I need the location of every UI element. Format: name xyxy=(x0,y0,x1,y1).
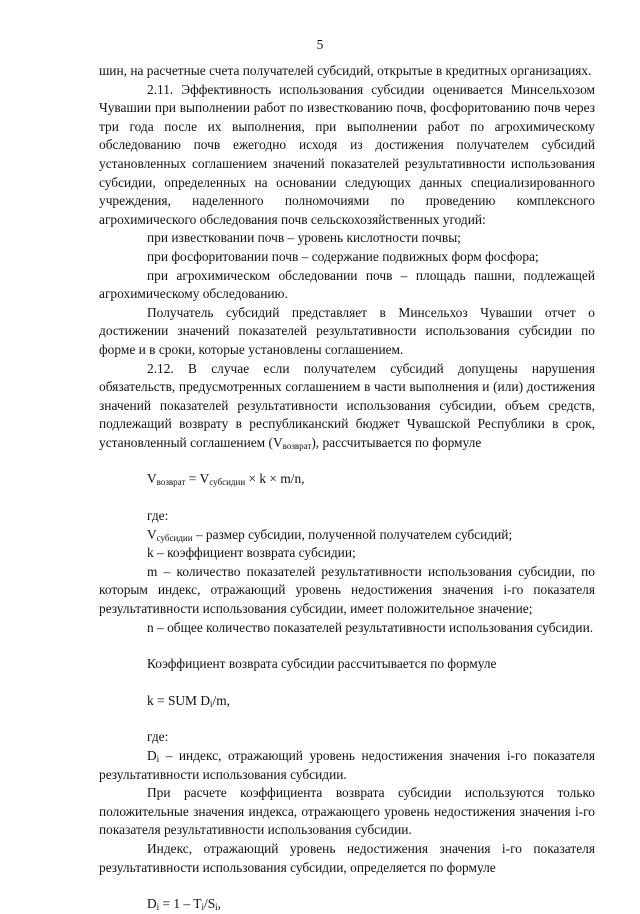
list-item-phosphoritization: при фосфоритовании почв – содержание подвижных форм фосфора; xyxy=(147,248,539,264)
formula-equals: = xyxy=(185,471,200,487)
formula-v-subsidy: V xyxy=(199,471,210,487)
formula-end: , xyxy=(217,896,222,912)
formula-d-sub: i xyxy=(156,902,160,913)
paragraph-continuation: шин, на расчетные счета получателей субсидий, открытые в кредитных организациях. xyxy=(99,63,592,78)
formula-s-sub: i xyxy=(215,902,218,913)
v-subscript: возврат xyxy=(282,440,312,451)
definition-n: n – общее количество показателей результативности использования субсидии. xyxy=(147,619,594,635)
definition-m: m – количество показателей результативности использования субсидии, по которым индекс, отражающий уровень недостижения значения i-го показателя результативности использования субсидии, имеет положительное значение; xyxy=(99,563,595,617)
definition-v-subsidy xyxy=(99,526,595,545)
formula-v-return: V xyxy=(147,471,157,487)
def-v-symbol: V xyxy=(147,526,157,542)
formula-s: /S xyxy=(203,896,216,912)
formula-t-sub: i xyxy=(201,902,204,913)
paragraph-2-12 xyxy=(99,360,595,453)
formula-k-head: k = SUM D xyxy=(147,692,210,708)
paragraph-coefficient: Коэффициент возврата субсидии рассчитывается по формуле xyxy=(147,656,497,672)
formula-v-return-sub: возврат xyxy=(156,477,186,488)
def-d-text: – индекс, отражающий уровень недостижения значения i-го показателя результативности использования субсидии. xyxy=(99,748,595,782)
definition-k: k – коэффициент возврата субсидии; xyxy=(147,545,356,561)
formula-v-subsidy-sub: субсидии xyxy=(209,477,246,488)
def-d-symbol: D xyxy=(147,748,157,763)
formula-tail: × k × m/n, xyxy=(245,471,305,487)
document-body xyxy=(99,62,595,914)
v-symbol: V xyxy=(272,434,283,450)
formula-d: D xyxy=(147,896,157,912)
paragraph-2-12-text: 2.12. В случае если получателем субсидий допущены нарушения обязательств, предусмотренных соглашением в части выполнения и (или) достижения значений показателей результативности использования субсидии, объем средств, подлежащий возврату в республиканский бюджет Чувашской Республики в срок, установленный соглашением ( xyxy=(99,360,595,450)
paragraph-2-12-tail: ), рассчитывается по формуле xyxy=(311,434,482,450)
def-v-subscript: субсидии xyxy=(156,532,193,543)
paragraph-index: Индекс, отражающий уровень недостижения значения i-го показателя результативности использования субсидии, определяется по формуле xyxy=(99,840,595,875)
formula-k-sub: i xyxy=(209,698,213,709)
page-number: 5 xyxy=(316,37,324,52)
def-d-subscript: i xyxy=(156,754,160,764)
paragraph-calculation: При расчете коэффициента возврата субсидии используются только положительные значения индекса, отражающего уровень недостижения значения i-го показателя результативности использования субсидии. xyxy=(99,785,595,838)
where-label: где: xyxy=(147,508,169,524)
definition-d xyxy=(99,747,595,784)
formula-k-tail: /m, xyxy=(212,692,230,708)
list-item-liming: при известковании почв – уровень кислотности почвы; xyxy=(147,230,461,246)
list-item-agrochemical-survey: при агрохимическом обследовании почв – площадь пашни, подлежащей агрохимическому обследованию. xyxy=(99,267,595,302)
paragraph-2-11: 2.11. Эффективность использования субсидии оценивается Минсельхозом Чувашии при выполнении работ по известкованию почв, фосфоритованию почв через три года после их выполнения, при выполнении работ по агрохимическому обследованию почв ежегодно исходя из достижения получателем субсидий установленных соглашением значений показателей результативности использования субсидии, определенных на основании следующих данных специализированного учреждения, наделенного полномочиями по проведению комплексного агрохимического обследования почв сельскохозяйственных угодий: xyxy=(99,81,595,227)
formula-return-volume xyxy=(99,470,595,489)
formula-d-mid: = 1 – T xyxy=(159,896,202,912)
formula-coefficient xyxy=(99,692,595,711)
paragraph-report: Получатель субсидий представляет в Минсельхоз Чувашии отчет о достижении значений показателей результативности использования субсидии по форме и в сроки, которые установлены соглашением. xyxy=(99,304,595,357)
formula-index xyxy=(99,895,595,914)
def-v-text: – размер субсидии, полученной получателем субсидий; xyxy=(192,526,513,542)
where-label-2: где: xyxy=(147,729,169,745)
